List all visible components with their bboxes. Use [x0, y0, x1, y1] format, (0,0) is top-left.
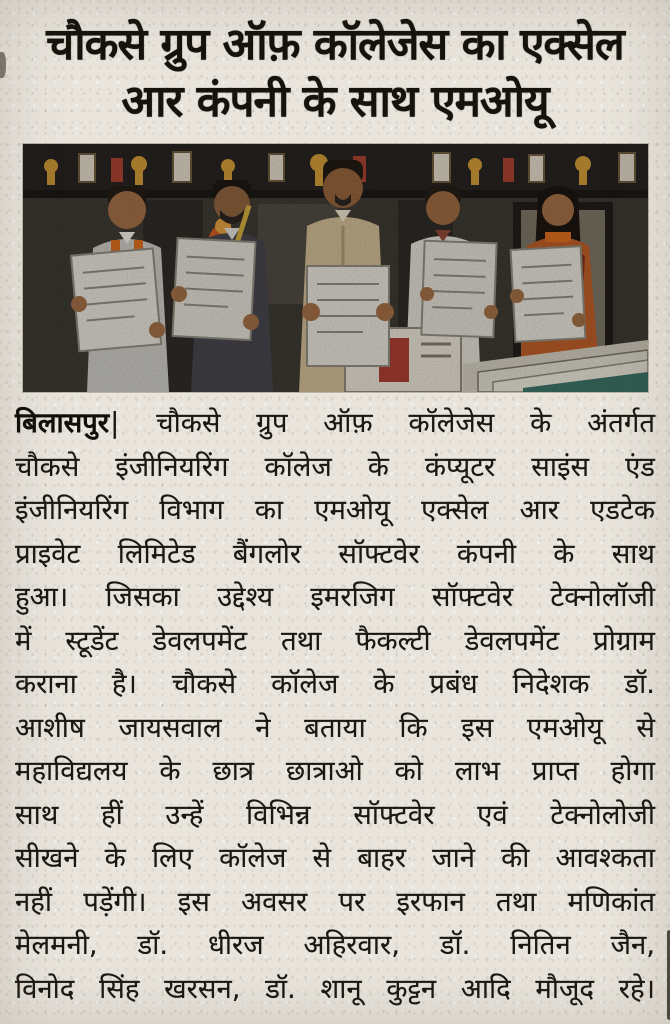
article-line-5: हुआ। जिसका उद्देश्य इमरजिग सॉफ्टवेर टेक्नोलॉजी [15, 581, 655, 613]
dateline-separator: | [110, 407, 120, 439]
article-line-8: आशीष जायसवाल ने बताया कि इस एमओयू से [15, 711, 655, 744]
headline-line-1: चौकसे ग्रुप ऑफ़ कॉलेजेस का एक्सेल [46, 19, 624, 70]
article-line-3: इंजीनियरिंग विभाग का एमओयू एक्सेल आर एडटेक [15, 494, 655, 526]
article-line-1 [15, 402, 655, 446]
article-line-13: मेलमनी, डॉ. धीरज अहिरवार, डॉ. नितिन जैन, [15, 929, 655, 961]
photo-grain [23, 144, 648, 392]
article-line-1-text: चौकसे ग्रुप ऑफ़ कॉलेजेस के अंतर्गत [156, 407, 655, 439]
article-line-14: विनोद सिंह खरसन, डॉ. शानू कुट्टन आदि मौजूद रहे। [15, 972, 655, 1005]
article-line-10: साथ हीं उन्हें विभिन्न सॉफ्टवेर एवं टेक्नोलोजी [15, 798, 655, 831]
article-line-11: सीखने के लिए कॉलेज से बाहर जाने की आवश्कता [15, 842, 655, 874]
article-line-9: महाविद्यलय के छात्र छात्राओ को लाभ प्राप्त होगा [15, 755, 655, 787]
article-line-2: चौकसे इंजीनियरिंग कॉलेज के कंप्यूटर साइंस एंड [15, 450, 655, 483]
photo-illustration [23, 144, 648, 392]
article-line-12: नहीं पड़ेंगी। इस अवसर पर इरफान तथा मणिकांत [15, 885, 655, 918]
article-line-6: में स्टूडेंट डेवलपमेंट तथा फैकल्टी डेवलपमेंट प्रोग्राम [15, 624, 655, 657]
headline-line-2: आर कंपनी के साथ एमओयू [121, 76, 549, 127]
article-line-7: कराना है। चौकसे कॉलेज के प्रबंध निदेशक डॉ. [15, 668, 655, 700]
dateline: बिलासपुर [15, 407, 110, 439]
article-line-4: प्राइवेट लिमिटेड बैंगलोर सॉफ्टवेर कंपनी के साथ [15, 537, 655, 570]
paper-tear-speck [0, 52, 6, 78]
news-photo [23, 144, 648, 392]
article-body [0, 392, 670, 1011]
headline [0, 0, 670, 134]
